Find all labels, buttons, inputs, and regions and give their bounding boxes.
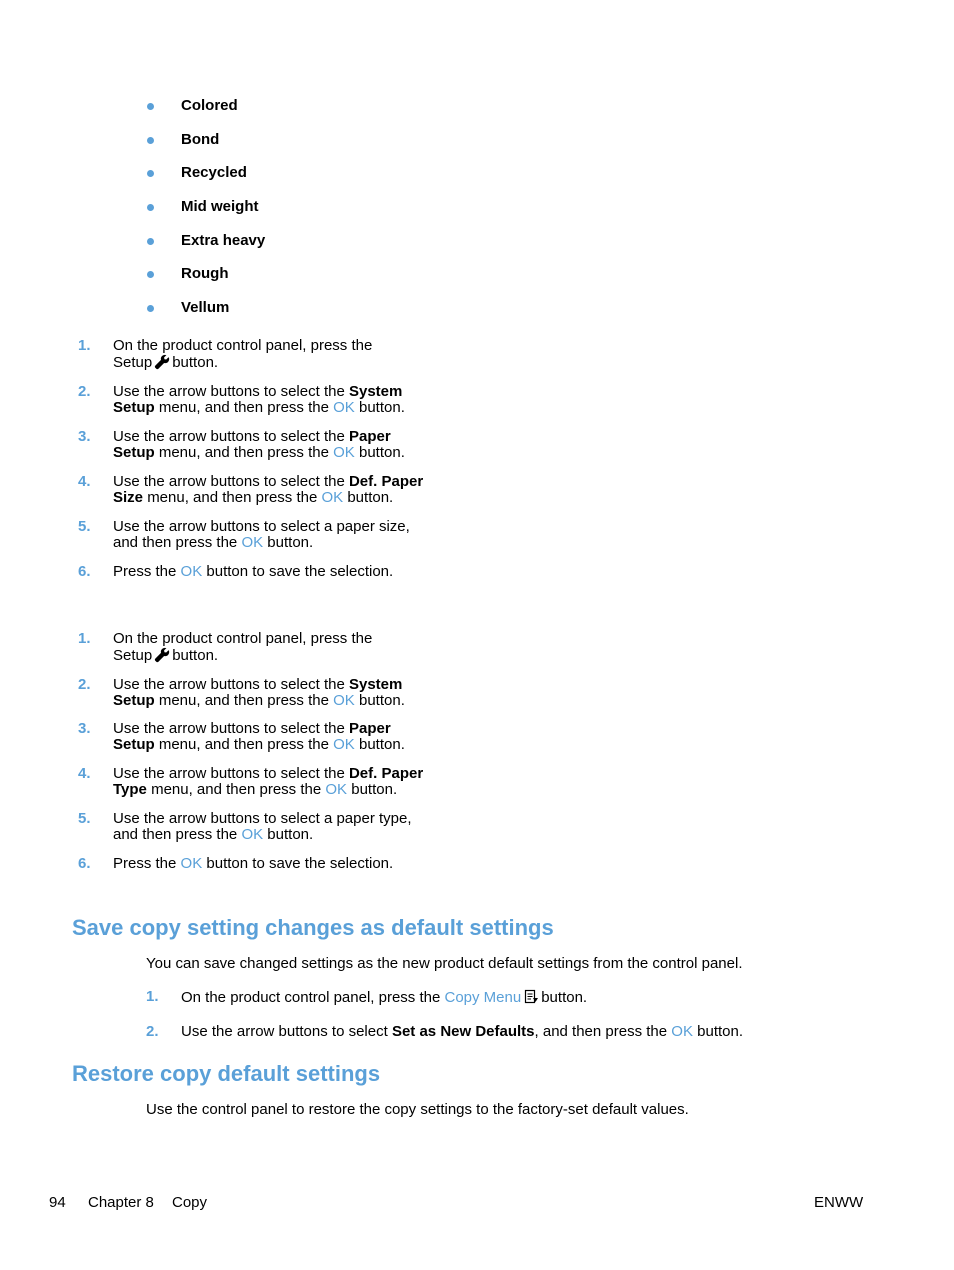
restore-intro-text: Use the control panel to restore the copy settings to the factory-set default values. — [146, 1101, 689, 1118]
step-text: Use the arrow buttons to select the Paper — [113, 428, 391, 445]
step-text: On the product control panel, press the Copy Menu button. — [181, 989, 588, 1006]
step-text: Use the arrow buttons to select the Def. Paper — [113, 473, 424, 490]
step-text: Use the arrow buttons to select the System — [113, 676, 403, 693]
step-text: Use the arrow buttons to select Set as New Defaults, and then press the OK button. — [181, 1023, 744, 1040]
section-heading-save: Save copy setting changes as default settings — [72, 915, 554, 940]
paper-type-label: Rough — [181, 265, 229, 282]
ok-button-ref: OK — [333, 692, 355, 709]
step-text: and then press the OK button. — [113, 534, 314, 551]
paper-type-label: Recycled — [181, 164, 247, 181]
bullet-icon — [147, 271, 154, 278]
bullet-icon — [147, 238, 154, 245]
step-number: 4. — [78, 473, 91, 490]
ok-button-ref: OK — [241, 826, 264, 843]
step-number: 2. — [78, 383, 91, 400]
chapter-label: Chapter 8 — [88, 1194, 154, 1211]
step-text: Size menu, and then press the OK button. — [113, 489, 394, 506]
step-text: Setup menu, and then press the OK button. — [113, 692, 405, 709]
paper-type-label: Colored — [181, 97, 238, 114]
step-text: On the product control panel, press the — [113, 337, 373, 354]
step-number: 2. — [78, 676, 91, 693]
step-text: Use the arrow buttons to select the Paper — [113, 720, 391, 737]
paper-type-label: Bond — [181, 131, 220, 148]
step-text: Use the arrow buttons to select the System — [113, 383, 403, 400]
ok-button-ref: OK — [333, 736, 355, 753]
bullet-icon — [147, 103, 154, 110]
step-number: 6. — [78, 563, 91, 580]
step-text: and then press the OK button. — [113, 826, 314, 843]
bullet-icon — [147, 305, 154, 312]
step-number: 1. — [78, 337, 91, 354]
ok-button-ref: OK — [333, 444, 355, 461]
ok-button-ref: OK — [333, 399, 355, 416]
section-heading-restore: Restore copy default settings — [72, 1061, 381, 1086]
paper-type-label: Mid weight — [181, 198, 259, 215]
step-number: 3. — [78, 720, 91, 737]
ok-button-ref: OK — [180, 563, 203, 580]
ok-button-ref: OK — [325, 781, 348, 798]
step-number: 5. — [78, 518, 91, 535]
step-text: Setup menu, and then press the OK button. — [113, 736, 405, 753]
wrench-icon — [154, 647, 170, 663]
paper-type-label: Extra heavy — [181, 232, 266, 249]
page-number: 94 — [49, 1194, 66, 1211]
paper-type-label: Vellum — [181, 299, 230, 316]
step-text: Use the arrow buttons to select a paper size, — [113, 518, 410, 535]
ok-button-ref: OK — [321, 489, 344, 506]
wrench-icon — [154, 354, 170, 370]
step-text: Use the arrow buttons to select a paper type, — [113, 810, 412, 827]
copy-menu-link[interactable]: Copy Menu — [444, 989, 522, 1006]
locale-code: ENWW — [814, 1194, 864, 1211]
step-text: Setup menu, and then press the OK button. — [113, 399, 405, 416]
step-text: Use the arrow buttons to select the Def. Paper — [113, 765, 424, 782]
step-number: 2. — [146, 1023, 159, 1040]
step-text: On the product control panel, press the — [113, 630, 373, 647]
step-number: 3. — [78, 428, 91, 445]
step-text: Setup button. — [113, 354, 219, 371]
bullet-icon — [147, 204, 154, 211]
save-intro-text: You can save changed settings as the new product default settings from the control panel. — [146, 955, 743, 972]
ok-button-ref: OK — [671, 1023, 693, 1040]
step-text: Press the OK button to save the selection. — [113, 563, 394, 580]
step-number: 6. — [78, 855, 91, 872]
step-text: Type menu, and then press the OK button. — [113, 781, 398, 798]
step-text: Setup button. — [113, 647, 219, 664]
ok-button-ref: OK — [180, 855, 203, 872]
step-number: 4. — [78, 765, 91, 782]
copy-menu-icon — [523, 989, 539, 1005]
bullet-icon — [147, 170, 154, 177]
ok-button-ref: OK — [241, 534, 264, 551]
bullet-icon — [147, 137, 154, 144]
step-text: Setup menu, and then press the OK button. — [113, 444, 405, 461]
step-number: 1. — [146, 988, 159, 1005]
step-number: 1. — [78, 630, 91, 647]
step-text: Press the OK button to save the selection. — [113, 855, 394, 872]
step-number: 5. — [78, 810, 91, 827]
chapter-title: Copy — [172, 1194, 208, 1211]
